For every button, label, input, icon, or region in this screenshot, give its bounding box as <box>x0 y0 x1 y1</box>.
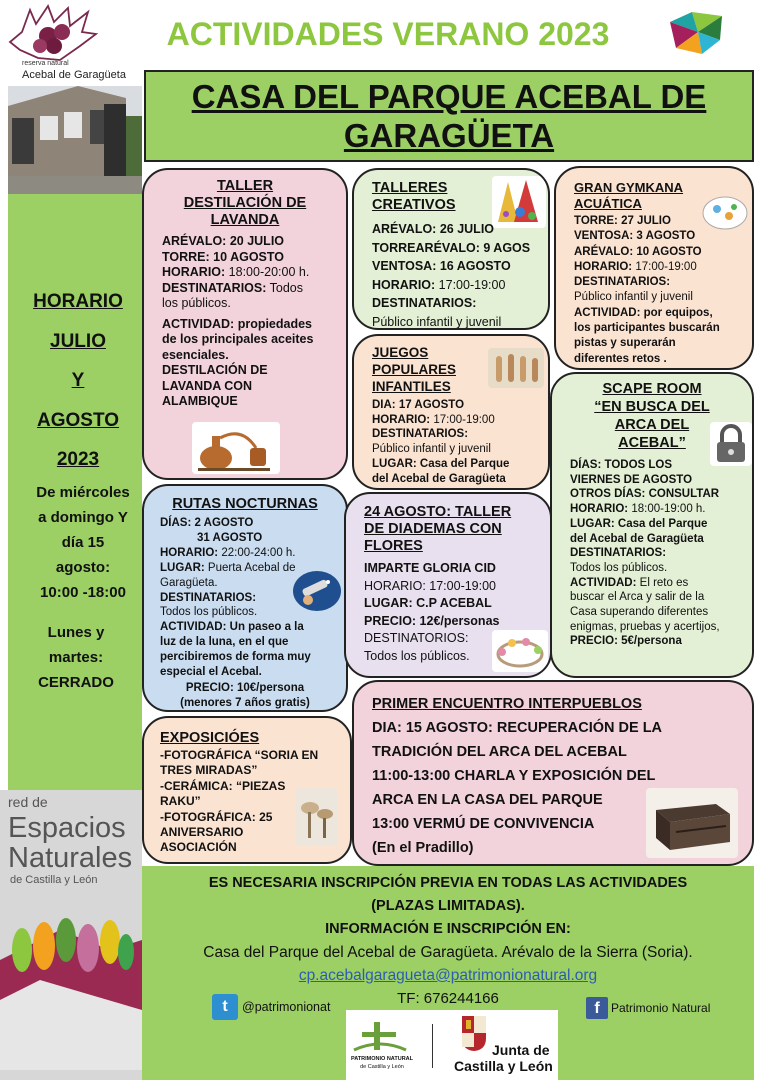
rutas-actividad-line: ACTIVIDAD: Un paseo a la <box>160 621 304 634</box>
juegos-title <box>372 344 456 395</box>
scape-line: DÍAS: TODOS LOS <box>570 459 673 471</box>
juegos-dest-value: Público infantil y juvenil <box>372 443 491 456</box>
encuentro-line: ARCA EN LA CASA DEL PARQUE <box>372 792 603 808</box>
scape-title-line: ACEBAL” <box>618 435 686 451</box>
card-exposiciones <box>142 716 352 864</box>
talleres-row: TORREARÉVALO: 9 AGOS <box>372 240 531 255</box>
scape-actividad-value: El reto es <box>636 576 689 589</box>
exposiciones-line: -CERÁMICA: “PIEZAS <box>160 778 286 793</box>
talleres-horario-value: 17:00-19:00 <box>435 277 506 292</box>
scape-lugar-value: Casa del Parque <box>614 517 708 530</box>
raku-pieces-image-icon <box>296 788 338 846</box>
footer-line4: Casa del Parque del Acebal de Garagüeta. Arévalo de la Sierra (Soria). <box>203 944 693 961</box>
lavanda-dest-value: Todos <box>266 280 304 295</box>
closed-line: Lunes y <box>47 624 105 641</box>
juegos-details <box>372 398 550 486</box>
lavanda-row: ARÉVALO: 20 JULIO <box>162 234 285 248</box>
card-lavanda <box>142 168 348 480</box>
diademas-lugar: LUGAR: C.P ACEBAL <box>364 596 492 611</box>
talleres-horario-label: HORARIO: <box>372 277 436 292</box>
lavanda-title <box>144 178 346 229</box>
horario-heading <box>8 282 148 480</box>
horario-line: JULIO <box>50 330 106 352</box>
closed-line: CERRADO <box>38 674 114 691</box>
scape-line: OTROS DÍAS: CONSULTAR <box>570 488 720 501</box>
juegos-title-line: INFANTILES <box>372 379 451 394</box>
horario-line: AGOSTO <box>37 409 119 431</box>
twitter-link[interactable] <box>212 994 330 1020</box>
rutas-lugar-value: Puerta Acebal de <box>204 561 296 574</box>
espacios-label: Espacios <box>8 812 126 844</box>
rutas-precio-note: (menores 7 años gratis) <box>180 697 310 709</box>
diademas-title <box>364 504 511 555</box>
facebook-link[interactable] <box>586 996 710 1020</box>
juegos-title-line: JUEGOS <box>372 345 429 360</box>
closed-line: martes: <box>48 649 104 666</box>
talleres-title <box>372 180 456 214</box>
schedule-line: 10:00 -18:00 <box>40 584 126 601</box>
gymkana-title-line: GRAN GYMKANA <box>574 180 684 195</box>
gymkana-horario-label: HORARIO: <box>574 260 633 273</box>
diademas-title-line: FLORES <box>364 538 423 554</box>
junta-text2: Castilla y León <box>454 1058 553 1074</box>
espacios-naturales-logo <box>0 790 142 1080</box>
juegos-title-line: POPULARES <box>372 362 457 377</box>
footer-logos-box <box>346 1010 558 1080</box>
scape-line: VIERNES DE AGOSTO <box>570 473 693 486</box>
footer-line3: INFORMACIÓN E INSCRIPCIÓN EN: <box>325 921 571 937</box>
gymkana-dest-label: DESTINATARIOS: <box>574 276 671 289</box>
closed-text <box>8 620 144 695</box>
exposiciones-title: EXPOSICIÓES <box>160 730 260 746</box>
horario-line: 2023 <box>56 449 100 470</box>
diademas-dest-label: DESTINATORIOS: <box>364 631 469 646</box>
scape-precio-value: 5€/persona <box>617 635 682 648</box>
encuentro-line: 11:00-13:00 CHARLA Y EXPOSICIÓN DEL <box>372 768 656 784</box>
juegos-horario-label: HORARIO: <box>372 413 431 426</box>
gymkana-row: VENTOSA: 3 AGOSTO <box>574 230 696 243</box>
casa-title-line1: CASA DEL PARQUE ACEBAL DE <box>191 78 707 115</box>
gymkana-title <box>574 180 683 212</box>
lavanda-title-line: DESTILACIÓN DE <box>183 195 307 211</box>
encuentro-line: (En el Pradillo) <box>372 840 474 856</box>
diademas-precio: PRECIO: 12€/personas <box>364 613 500 628</box>
main-title: ACTIVIDADES VERANO 2023 <box>166 16 610 52</box>
gymkana-actividad-line: diferentes retos . <box>574 352 667 365</box>
gymkana-actividad-line: los participantes buscarán <box>574 322 720 335</box>
talleres-dest-value: Público infantil y juvenil <box>372 314 502 329</box>
scape-title-line: SCAPE ROOM <box>602 381 702 397</box>
pn-logo-text: PATRIMONIO NATURAL <box>350 1056 414 1062</box>
diademas-title-line: DE DIADEMAS CON <box>364 521 502 537</box>
scape-horario-label: HORARIO: <box>570 503 629 516</box>
scape-actividad-label: ACTIVIDAD: <box>570 576 637 589</box>
exposiciones-line: -FOTOGRÁFICA: 25 <box>160 809 273 824</box>
scape-horario-value: 18:00-19:00 h. <box>628 503 706 516</box>
scape-actividad-line: buscar el Arca y salir de la <box>570 591 705 604</box>
rutas-dias2: 31 AGOSTO <box>197 531 263 544</box>
lavanda-title-line: LAVANDA <box>210 212 280 228</box>
card-scape <box>550 372 754 678</box>
card-talleres <box>352 168 550 330</box>
exposiciones-line: TRES MIRADAS” <box>160 763 258 778</box>
building-photo <box>8 86 142 194</box>
rutas-lugar-label: LUGAR: <box>160 561 205 574</box>
rutas-dest-label: DESTINATARIOS: <box>160 591 257 604</box>
lavanda-actividad-line: ALAMBIQUE <box>162 394 238 408</box>
rutas-actividad-line: luz de la luna, en el que <box>160 636 289 649</box>
rutas-dias: DÍAS: 2 AGOSTO <box>160 517 254 529</box>
schedule-text <box>8 480 158 605</box>
encuentro-line: DIA: 15 AGOSTO: RECUPERACIÓN DE LA <box>372 720 663 736</box>
lavanda-actividad-line: LAVANDA CON <box>162 378 253 393</box>
footer-line2: (PLAZAS LIMITADAS). <box>371 898 525 914</box>
rutas-title: RUTAS NOCTURNAS <box>172 496 318 512</box>
flower-crown-image-icon <box>492 630 548 672</box>
card-rutas <box>142 484 348 712</box>
horario-line: Y <box>71 370 85 391</box>
naturales-label: Naturales <box>8 842 133 874</box>
logos-divider <box>432 1024 433 1068</box>
gymkana-actividad-line: pistas y superarán <box>574 337 676 350</box>
wooden-toys-image-icon <box>488 348 544 388</box>
de-cyl-label: de Castilla y León <box>10 874 98 886</box>
lavanda-actividad-line: de los principales aceites <box>162 332 314 346</box>
schedule-line: día 15 <box>61 534 105 551</box>
footer-phone: TF: 676244166 <box>397 990 499 1007</box>
juegos-dia: DIA: 17 AGOSTO <box>372 399 465 411</box>
scape-actividad-line: enigmas, pruebas y acertijos, <box>570 620 720 633</box>
facebook-icon: f <box>586 997 608 1019</box>
scape-precio-label: PRECIO: <box>570 635 618 648</box>
scape-actividad-line: Casa superando diferentes <box>570 606 709 619</box>
wooden-chest-image-icon <box>646 788 738 858</box>
card-diademas <box>344 492 552 678</box>
card-gymkana <box>554 166 754 370</box>
lavanda-details <box>162 234 348 410</box>
card-juegos <box>352 334 550 490</box>
talleres-row: ARÉVALO: 26 JULIO <box>372 222 495 236</box>
schedule-line: agosto: <box>55 559 111 576</box>
encuentro-line: TRADICIÓN DEL ARCA DEL ACEBAL <box>372 744 627 760</box>
scape-title-line: “EN BUSCA DEL <box>594 399 710 415</box>
twitter-handle: @patrimonionat <box>242 1000 331 1014</box>
gymkana-details <box>574 214 754 367</box>
rutas-horario-value: 22:00-24:00 h. <box>218 546 296 559</box>
gymkana-horario-value: 17:00-19:00 <box>632 260 697 273</box>
lavanda-horario-value: 18:00-20:00 h. <box>225 265 310 279</box>
region-mosaic-icon <box>662 8 732 58</box>
talleres-details <box>372 220 548 330</box>
pn-logo-text2: de Castilla y León <box>360 1064 404 1070</box>
reserve-logo-name: Acebal de Garagüeta <box>22 69 126 81</box>
schedule-line: a domingo Y <box>38 509 128 526</box>
rutas-precio: PRECIO: 10€/persona <box>185 682 305 694</box>
exposiciones-line: -FOTOGRÁFICA “SORIA EN <box>160 748 319 762</box>
diademas-dest-value: Todos los públicos. <box>364 648 470 663</box>
exposiciones-line: ASOCIACIÓN <box>160 840 237 855</box>
lavanda-actividad-line: DESTILACIÓN DE <box>162 363 268 377</box>
patrimonio-natural-logo-icon <box>350 1016 410 1054</box>
exposiciones-line: ANIVERSARIO <box>160 825 244 840</box>
lavanda-actividad-line: esenciales. <box>162 347 229 362</box>
rutas-dest-value: Todos los públicos. <box>160 606 258 619</box>
talleres-title-line: CREATIVOS <box>372 197 456 213</box>
juegos-lugar-value: Casa del Parque <box>416 457 510 470</box>
footer-email-link[interactable]: cp.acebalgaragueta@patrimonionatural.org <box>298 967 598 984</box>
lavanda-row: TORRE: 10 AGOSTO <box>162 249 285 264</box>
juegos-dest-label: DESTINATARIOS: <box>372 428 469 441</box>
diademas-horario: HORARIO: 17:00-19:00 <box>364 578 497 593</box>
gymkana-actividad-line: ACTIVIDAD: por equipos, <box>574 306 713 319</box>
horario-line: HORARIO <box>33 291 123 312</box>
rutas-lugar-value2: Garagüeta. <box>160 576 218 589</box>
footer-line1: ES NECESARIA INSCRIPCIÓN PREVIA EN TODAS LAS ACTIVIDADES <box>208 875 688 891</box>
talleres-title-line: TALLERES <box>372 180 448 196</box>
scape-dest-value: Todos los públicos. <box>570 561 668 574</box>
red-de-label: red de <box>8 794 48 810</box>
lavanda-title-line: TALLER <box>216 178 274 194</box>
scape-dest-label: DESTINATARIOS: <box>570 547 667 560</box>
talleres-dest-label: DESTINATARIOS: <box>372 296 477 310</box>
lavanda-actividad-line: ACTIVIDAD: propiedades <box>162 316 313 331</box>
lavanda-dest-label: DESTINATARIOS: <box>162 280 267 295</box>
acebal-leaf-icon <box>8 2 98 64</box>
twitter-icon: t <box>212 994 238 1020</box>
diademas-imparte: IMPARTE GLORIA CID <box>364 561 496 575</box>
rutas-actividad-line: especial el Acebal. <box>160 666 262 679</box>
alembic-image-icon <box>192 422 280 474</box>
talleres-row: VENTOSA: 16 AGOSTO <box>372 259 511 273</box>
encuentro-line: PRIMER ENCUENTRO INTERPUEBLOS <box>372 696 642 712</box>
junta-text1: Junta de <box>492 1042 550 1058</box>
facebook-name: Patrimonio Natural <box>611 1001 711 1015</box>
scape-details <box>570 458 754 649</box>
juegos-lugar-value2: del Acebal de Garagüeta <box>372 472 506 485</box>
scape-lugar-label: LUGAR: <box>570 517 615 530</box>
reserve-logo-small: reserva natural <box>22 60 69 67</box>
telescope-image-icon <box>292 570 342 612</box>
building-image-icon <box>8 86 142 194</box>
rutas-actividad-line: percibiremos de forma muy <box>160 651 311 664</box>
espacios-trees-icon <box>0 890 142 1070</box>
lavanda-publicos: los públicos. <box>162 296 231 310</box>
gymkana-dest-value: Público infantil y juvenil <box>574 291 693 304</box>
exposiciones-line: RAKU” <box>160 794 201 809</box>
lavanda-horario-label: HORARIO: <box>162 265 226 279</box>
junta-shield-icon <box>460 1014 488 1052</box>
schedule-line: De miércoles <box>36 484 130 501</box>
rutas-horario-label: HORARIO: <box>160 546 219 559</box>
reserve-logo <box>8 2 140 86</box>
gymkana-title-line: ACUÁTICA <box>574 196 642 211</box>
casa-title-line2: GARAGÜETA <box>343 117 555 154</box>
card-encuentro <box>352 680 754 866</box>
juegos-lugar-label: LUGAR: <box>372 457 417 470</box>
gymkana-row: TORRE: 27 JULIO <box>574 215 671 227</box>
diademas-title-line: 24 AGOSTO: TALLER <box>364 504 512 520</box>
scape-lugar-value2: del Acebal de Garagüeta <box>570 532 704 545</box>
encuentro-line: 13:00 VERMÚ DE CONVIVENCIA <box>372 816 595 832</box>
juegos-horario-value: 17:00-19:00 <box>430 413 495 426</box>
gymkana-row: ARÉVALO: 10 AGOSTO <box>574 245 702 258</box>
scape-title-line: ARCA DEL <box>614 417 690 433</box>
